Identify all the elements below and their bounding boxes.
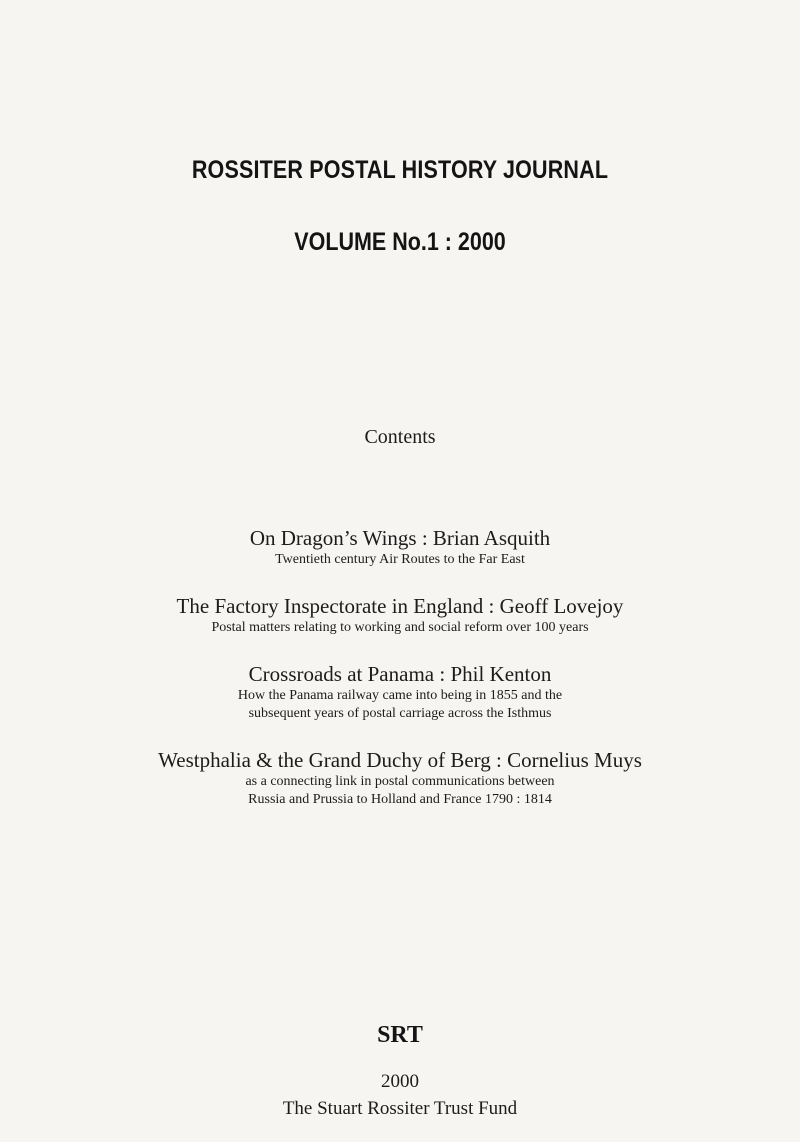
- entry-description-line: subsequent years of postal carriage across the Isthmus: [248, 706, 552, 721]
- entry-description: [0, 687, 800, 723]
- entry-title: On Dragon’s Wings : Brian Asquith: [249, 526, 551, 550]
- publisher-acronym: SRT: [377, 1022, 423, 1048]
- journal-title: ROSSITER POSTAL HISTORY JOURNAL: [191, 156, 609, 184]
- entry-description-line: as a connecting link in postal communications between: [245, 774, 555, 789]
- publication-year: 2000: [381, 1071, 419, 1092]
- entry-description: [0, 773, 800, 809]
- entry-description-line: How the Panama railway came into being in 1855 and the: [237, 688, 563, 703]
- volume-number: VOLUME No.1 : 2000: [294, 228, 506, 256]
- entry-title: Crossroads at Panama : Phil Kenton: [248, 662, 552, 686]
- entry-description-line: Russia and Prussia to Holland and France 1790 : 1814: [248, 792, 552, 807]
- entry-title: The Factory Inspectorate in England : Geoff Lovejoy: [176, 594, 624, 618]
- contents-entry: [0, 661, 800, 723]
- entry-description-line: Postal matters relating to working and social reform over 100 years: [211, 620, 589, 635]
- contents-entry: [0, 747, 800, 809]
- entry-description: [0, 551, 800, 569]
- contents-entry: [0, 525, 800, 569]
- contents-list: [0, 525, 800, 833]
- contents-entry: [0, 593, 800, 637]
- publisher-name: The Stuart Rossiter Trust Fund: [282, 1098, 518, 1119]
- entry-description-line: Twentieth century Air Routes to the Far East: [275, 552, 525, 567]
- entry-title: Westphalia & the Grand Duchy of Berg : Cornelius Muys: [158, 748, 642, 772]
- entry-description: [0, 619, 800, 637]
- contents-heading: Contents: [364, 426, 436, 448]
